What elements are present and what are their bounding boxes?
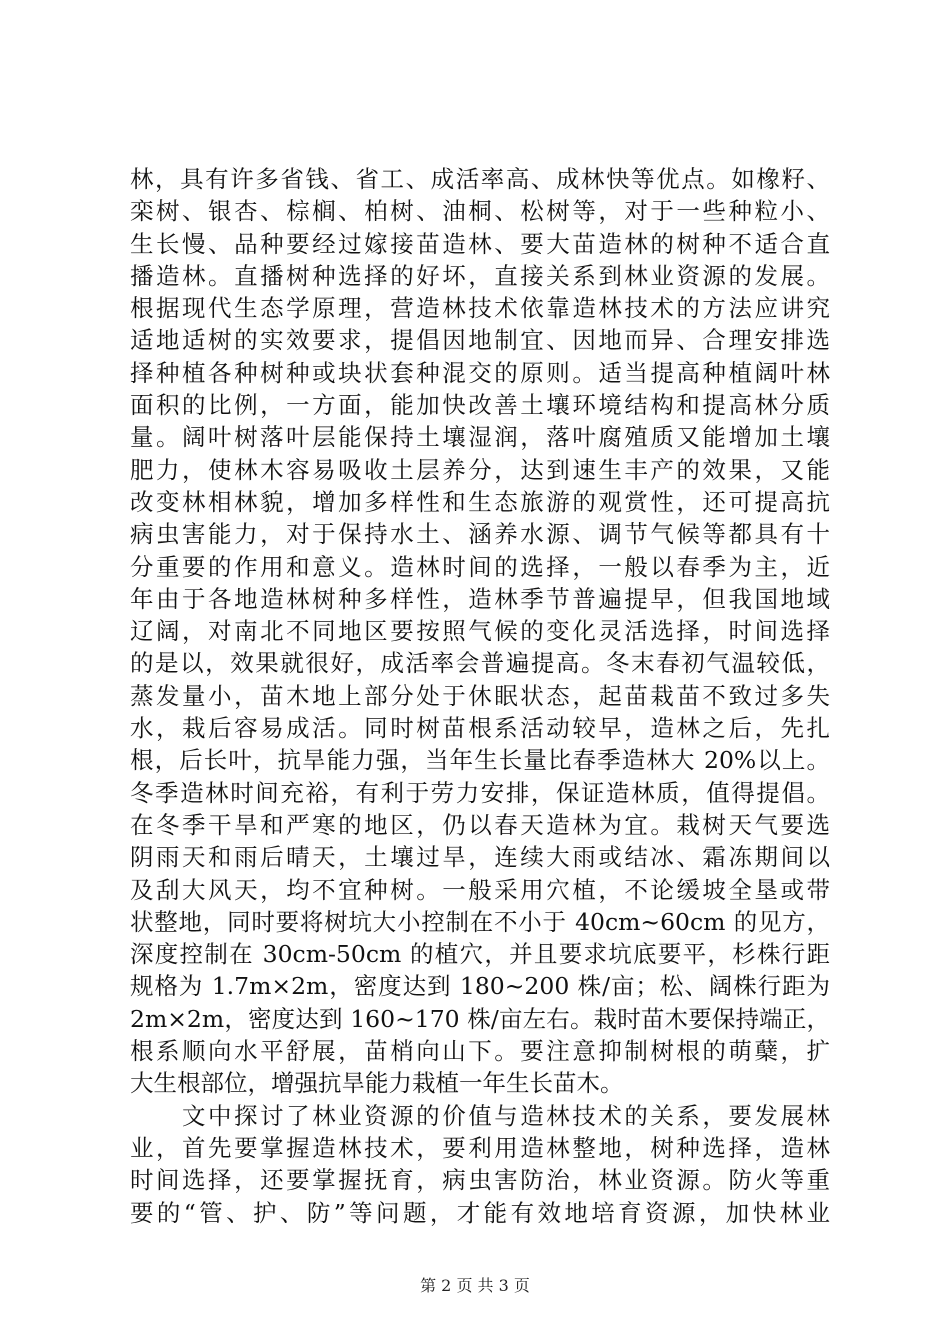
text-line: 大生根部位，增强抗旱能力栽植一年生长苗木。 xyxy=(130,1069,624,1098)
page-footer: 第 2 页 共 3 页 xyxy=(420,1276,530,1295)
text-line: 病虫害能力，对于保持水土、涵养水源、调节气候等都具有十 xyxy=(130,520,830,549)
text-line: 择种植各种树种或块状套种混交的原则。适当提高种植阔叶林 xyxy=(130,358,830,387)
text-line: 栾树、银杏、棕榈、柏树、油桐、松树等，对于一些种粒小、 xyxy=(130,197,830,226)
text-line: 适地适树的实效要求，提倡因地制宜、因地而异、合理安排选 xyxy=(130,326,830,355)
text-line: 辽阔，对南北不同地区要按照气候的变化灵活选择，时间选择 xyxy=(130,617,830,646)
text-line: 量。阔叶树落叶层能保持土壤湿润，落叶腐殖质又能增加土壤 xyxy=(130,423,830,452)
text-line: 深度控制在 30cm-50cm 的植穴，并且要求坑底要平，杉株行距 xyxy=(130,940,830,969)
text-line: 面积的比例，一方面，能加快改善土壤环境结构和提高林分质 xyxy=(130,391,830,420)
body-text xyxy=(130,163,830,1229)
text-line: 改变林相林貌，增加多样性和生态旅游的观赏性，还可提高抗 xyxy=(130,487,830,516)
text-line: 及刮大风天，均不宜种树。一般采用穴植，不论缓坡全垦或带 xyxy=(130,875,830,904)
text-line: 生长慢、品种要经过嫁接苗造林、要大苗造林的树种不适合直 xyxy=(130,229,830,258)
text-line: 根，后长叶，抗旱能力强，当年生长量比春季造林大 20%以上。 xyxy=(130,746,830,775)
text-line: 冬季造林时间充裕，有利于劳力安排，保证造林质，值得提倡。 xyxy=(130,778,830,807)
text-line: 水，栽后容易成活。同时树苗根系活动较早，造林之后，先扎 xyxy=(130,714,830,743)
text-line: 文中探讨了林业资源的价值与造林技术的关系，要发展林 xyxy=(182,1101,830,1130)
text-line: 蒸发量小，苗木地上部分处于休眠状态，起苗栽苗不致过多失 xyxy=(130,681,830,710)
text-line: 阴雨天和雨后晴天，土壤过旱，连续大雨或结冰、霜冻期间以 xyxy=(130,843,830,872)
text-line: 分重要的作用和意义。造林时间的选择，一般以春季为主，近 xyxy=(130,552,830,581)
text-line: 业，首先要掌握造林技术，要利用造林整地，树种选择，造林 xyxy=(130,1133,830,1162)
text-line: 肥力，使林木容易吸收土层养分，达到速生丰产的效果，又能 xyxy=(130,455,830,484)
text-line: 时间选择，还要掌握抚育，病虫害防治，林业资源。防火等重 xyxy=(130,1166,830,1195)
text-line: 年由于各地造林树种多样性，造林季节普遍提早，但我国地域 xyxy=(130,584,830,613)
text-line: 要的“管、护、防”等问题，才能有效地培育资源，加快林业 xyxy=(130,1198,830,1227)
text-line: 播造林。直播树种选择的好坏，直接关系到林业资源的发展。 xyxy=(130,261,830,290)
text-line: 林，具有许多省钱、省工、成活率高、成林快等优点。如橡籽、 xyxy=(130,165,830,193)
text-line: 状整地，同时要将树坑大小控制在不小于 40cm~60cm 的见方， xyxy=(130,907,830,936)
text-line: 根系顺向水平舒展，苗梢向山下。要注意抑制树根的萌蘖，扩 xyxy=(130,1037,830,1066)
text-line: 在冬季干旱和严寒的地区，仍以春天造林为宜。栽树天气要选 xyxy=(130,810,830,839)
text-line: 规格为 1.7m×2m，密度达到 180~200 株/亩；松、阔株行距为 xyxy=(130,972,830,1001)
text-line: 2m×2m，密度达到 160~170 株/亩左右。栽时苗木要保持端正， xyxy=(130,1004,830,1033)
text-line: 根据现代生态学原理，营造林技术依靠造林技术的方法应讲究 xyxy=(130,294,830,323)
text-line: 的是以，效果就很好，成活率会普遍提高。冬末春初气温较低， xyxy=(130,649,830,678)
